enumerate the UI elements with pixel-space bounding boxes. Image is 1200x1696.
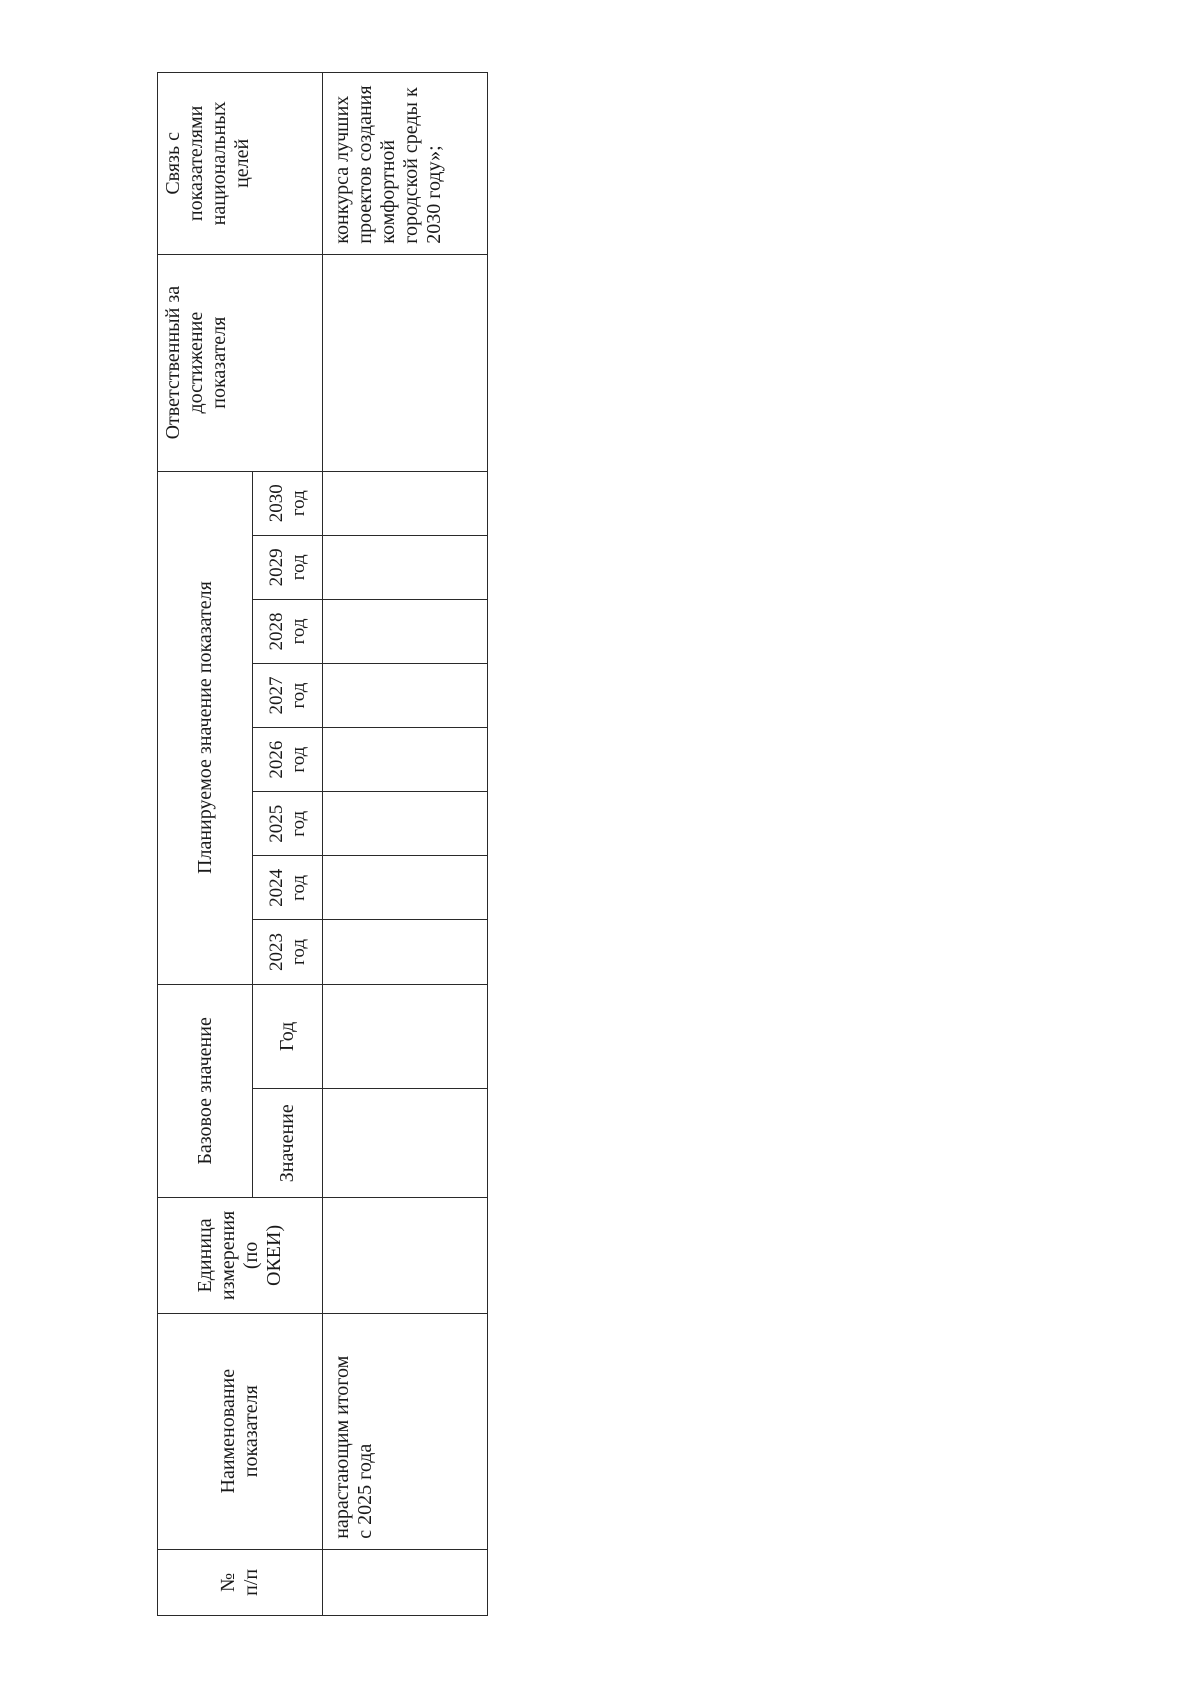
header-year-2028: 2028 год — [253, 599, 323, 663]
row-year-2030 — [323, 471, 488, 535]
row-responsible — [323, 254, 488, 471]
header-link: Связь с показателями национальных целей — [158, 73, 323, 255]
header-name: Наименование показателя — [158, 1313, 323, 1549]
header-base-value: Значение — [253, 1089, 323, 1198]
row-name: нарастающим итогом с 2025 года — [323, 1313, 488, 1549]
row-year-2023 — [323, 920, 488, 984]
header-year-2026: 2026 год — [253, 728, 323, 792]
row-num — [323, 1549, 488, 1615]
header-year-2024: 2024 год — [253, 856, 323, 920]
header-year-2025: 2025 год — [253, 792, 323, 856]
row-unit — [323, 1198, 488, 1313]
header-planned: Планируемое значение показателя — [158, 471, 253, 984]
row-year-2024 — [323, 856, 488, 920]
row-year-2025 — [323, 792, 488, 856]
header-year-2029: 2029 год — [253, 535, 323, 599]
header-unit: Единица измерения (по ОКЕИ) — [158, 1198, 323, 1313]
header-base-year: Год — [253, 984, 323, 1089]
row-year-2029 — [323, 535, 488, 599]
row-year-2028 — [323, 599, 488, 663]
row-link: конкурса лучших проектов создания комфортной городской среды к 2030 году»; — [323, 73, 488, 255]
row-year-2026 — [323, 728, 488, 792]
row-year-2027 — [323, 663, 488, 727]
row-base-year — [323, 984, 488, 1089]
header-base: Базовое значение — [158, 984, 253, 1198]
header-responsible: Ответственный за достижение показателя — [158, 254, 323, 471]
header-year-2030: 2030 год — [253, 471, 323, 535]
header-year-2023: 2023 год — [253, 920, 323, 984]
row-base-value — [323, 1089, 488, 1198]
header-year-2027: 2027 год — [253, 663, 323, 727]
indicator-table — [157, 72, 488, 1616]
header-num: № п/п — [158, 1549, 323, 1615]
